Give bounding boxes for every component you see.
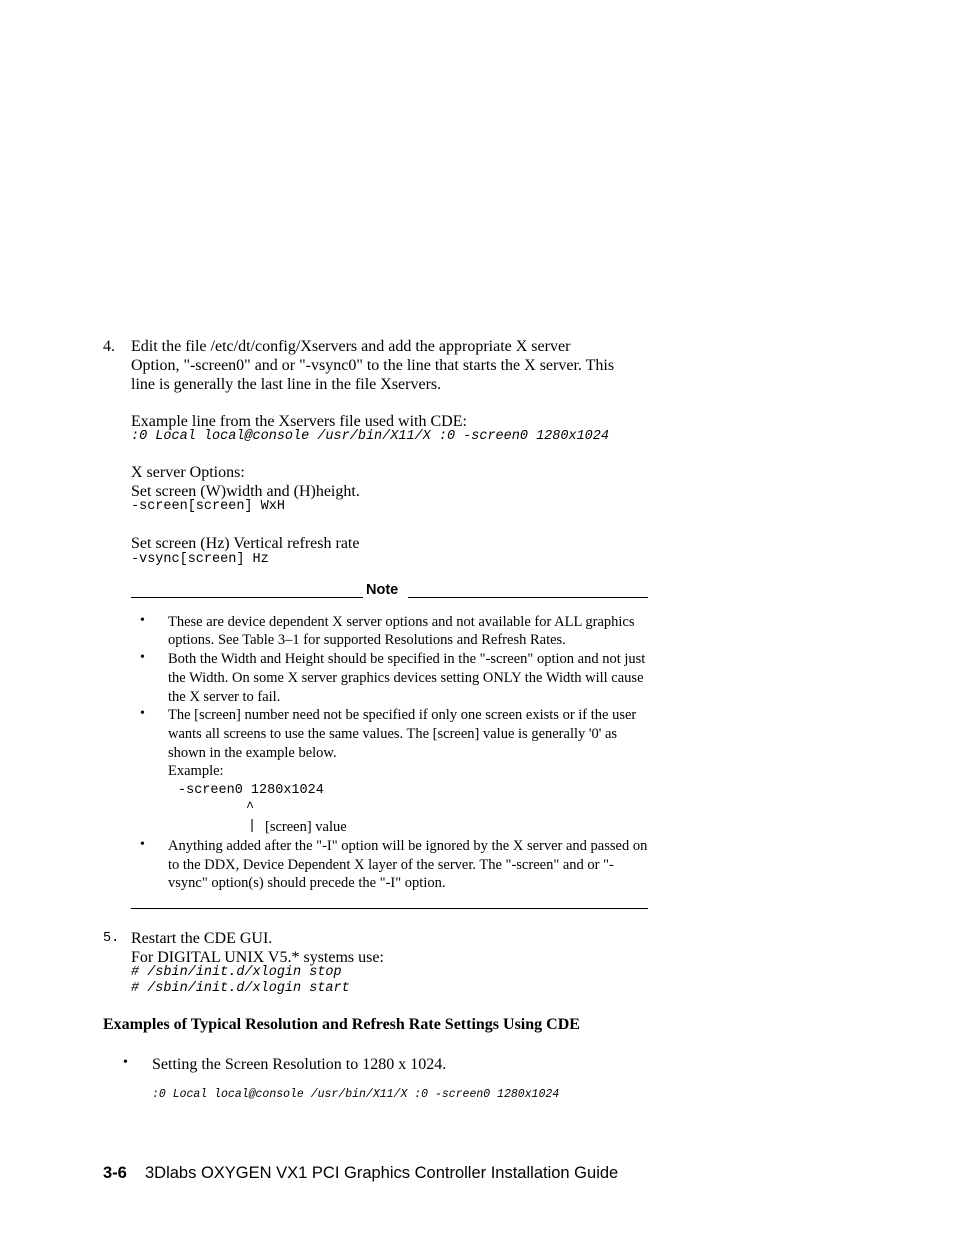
bullet-icon: • xyxy=(140,650,145,665)
step-text-line: Option, "-screen0" and or "-vsync0" to the line that starts the X server. This xyxy=(131,357,615,374)
bullet-icon: • xyxy=(140,706,145,721)
step-text-line: For DIGITAL UNIX V5.* systems use: xyxy=(131,949,384,966)
step-number: 5. xyxy=(103,931,120,946)
section-heading: Examples of Typical Resolution and Refresh Rate Settings Using CDE xyxy=(103,1016,580,1033)
step-text-line: Edit the file /etc/dt/config/Xservers and add the appropriate X server xyxy=(131,338,571,355)
command-start: # /sbin/init.d/xlogin start xyxy=(131,981,350,996)
note-bullet-line: These are device dependent X server options and not available for ALL graphics xyxy=(168,614,635,630)
note-bullet-line: options. See Table 3–1 for supported Resolutions and Refresh Rates. xyxy=(168,632,566,648)
vsync-option-code: -vsync[screen] Hz xyxy=(131,552,269,567)
note-example-code: -screen0 1280x1024 xyxy=(178,783,324,798)
caret-pointer: ^ xyxy=(246,801,255,816)
note-rule-left xyxy=(131,597,363,598)
note-bullet-line: vsync" option(s) should precede the "-I" option. xyxy=(168,875,446,891)
bullet-icon: • xyxy=(123,1055,128,1070)
example-bullet-text: Setting the Screen Resolution to 1280 x 1024. xyxy=(152,1056,447,1073)
note-example-label: Example: xyxy=(168,763,224,779)
pointer-label: [screen] value xyxy=(265,819,347,835)
example-label: Example line from the Xservers file used with CDE: xyxy=(131,413,467,430)
screen-option-label: Set screen (W)width and (H)height. xyxy=(131,483,360,500)
footer-title: 3Dlabs OXYGEN VX1 PCI Graphics Controller Installation Guide xyxy=(145,1164,619,1182)
pipe-pointer: | xyxy=(248,819,257,834)
example-code: :0 Local local@console /usr/bin/X11/X :0 -screen0 1280x1024 xyxy=(152,1088,560,1101)
step-number: 4. xyxy=(103,338,115,355)
note-bullet-line: Both the Width and Height should be specified in the "-screen" option and not just xyxy=(168,651,646,667)
screen-option-code: -screen[screen] WxH xyxy=(131,499,285,514)
note-title: Note xyxy=(366,582,399,598)
vsync-option-label: Set screen (Hz) Vertical refresh rate xyxy=(131,535,360,552)
command-stop: # /sbin/init.d/xlogin stop xyxy=(131,965,342,980)
step-text-line: Restart the CDE GUI. xyxy=(131,930,273,947)
note-rule-bottom xyxy=(131,908,648,909)
step-text-line: line is generally the last line in the file Xservers. xyxy=(131,376,442,393)
note-bullet-line: wants all screens to use the same values. The [screen] value is generally '0' as xyxy=(168,726,618,742)
note-bullet-line: shown in the example below. xyxy=(168,745,337,761)
options-heading: X server Options: xyxy=(131,464,245,481)
note-bullet-line: the Width. On some X server graphics devices setting ONLY the Width will cause xyxy=(168,670,644,686)
note-bullet-line: to the DDX, Device Dependent X layer of the server. The "-screen" and or "- xyxy=(168,857,614,873)
bullet-icon: • xyxy=(140,613,145,628)
note-bullet-line: Anything added after the "-I" option will be ignored by the X server and passed on xyxy=(168,838,648,854)
page-number: 3-6 xyxy=(103,1164,127,1182)
note-rule-right xyxy=(408,597,648,598)
note-bullet-line: The [screen] number need not be specified if only one screen exists or if the user xyxy=(168,707,637,723)
note-bullet-line: the X server to fail. xyxy=(168,689,281,705)
example-code: :0 Local local@console /usr/bin/X11/X :0 -screen0 1280x1024 xyxy=(131,429,609,444)
bullet-icon: • xyxy=(140,837,145,852)
